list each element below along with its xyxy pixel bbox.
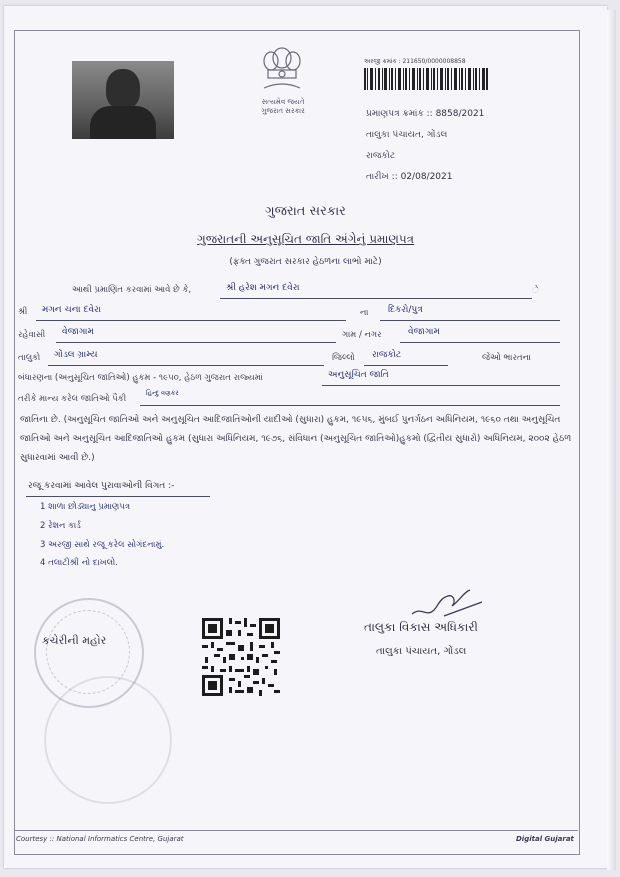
taluka-label: તાલુકો xyxy=(18,353,41,363)
resident-label: રહેવાસી xyxy=(18,330,46,340)
resident-line xyxy=(56,342,336,343)
document-item: 1 શાળા છોડ્યાનુ પ્રમાણપત્ર xyxy=(40,502,131,512)
village-line xyxy=(400,342,560,343)
office-seal-label: કચેરીની મહોર xyxy=(42,634,107,647)
certificate-subtitle: (ફક્ત ગુજરાત સરકાર હેઠળના લાભો માટે) xyxy=(229,257,382,267)
applicant-name: શ્રી હરેશ મગન દવેરા xyxy=(226,283,300,293)
taluka-value: ગોંડલ ગ્રામ્ય xyxy=(54,350,98,360)
issue-date-value: 02/08/2021 xyxy=(400,172,453,182)
category-line xyxy=(322,385,560,386)
emblem-caption: સત્યમેવ જયતે ગુજરાત સરકાર xyxy=(261,98,305,115)
issuing-office: તાલુકા પંચાયત, ગોંડલ xyxy=(366,130,448,140)
footer-divider xyxy=(14,830,578,831)
issue-date xyxy=(366,172,452,182)
certify-prefix: આથી પ્રમાણિત કરવામાં આવે છે કે, xyxy=(72,285,192,295)
issuing-district: રાજકોટ xyxy=(366,151,396,161)
barcode-icon xyxy=(364,68,488,90)
qr-code-icon xyxy=(202,618,280,696)
applicant-photo xyxy=(72,61,174,139)
trailing-mark: ે xyxy=(532,286,539,296)
village-value: વેજાગામ xyxy=(408,327,440,337)
relation-line xyxy=(380,320,560,321)
shri-label: શ્રી xyxy=(18,307,28,317)
document-item: 4 તલાટીશ્રી નો દાખલો. xyxy=(40,558,118,568)
caste-value: હિન્દુ વણકર xyxy=(146,389,179,397)
office-seal-stamp xyxy=(34,598,144,708)
caste-line xyxy=(140,405,560,406)
relation-value: દિકરો/પુત્ર xyxy=(388,305,423,315)
digital-gujarat-brand: Digital Gujarat xyxy=(516,835,574,843)
district-suffix: જેઓ ભારતના xyxy=(482,353,531,363)
legal-reference-text: જાતિના છે. (અનુસૂચિત જાતિઓ અને અનુસૂચિત આદિજાતિઓની યાદીઓ (સુધારા) હુકમ, ૧૯૫૬, મુંબઈ પુનર્ગઠન અધિનિયમ, ૧૯૬૦ તથા અનુસૂચિત જાતિઓ અને અનુસૂચિત આદિજાતિઓ હુકમ (સુધારા અધિનિયમ, ૧૯૭૬, સંવિધાન (અનુસૂચિત જાતિઓ)હુકમો (દ્વિતીય સુધારો) અધિનિયમ, ૨૦૦૨ હેઠળ સુધારવામાં આવી છે.) xyxy=(20,415,572,463)
certificate-number-value: 8858/2021 xyxy=(435,109,485,119)
barcode-label: અરજી ક્રમાંક : 211650/0000008858 xyxy=(364,58,466,65)
district-line xyxy=(364,365,448,366)
page-edge-shadow xyxy=(607,10,616,870)
applicant-name-line xyxy=(220,298,532,299)
resident-value: વેજાગામ xyxy=(62,327,94,337)
certificate-title-text: ગુજરાતની અનુસૂચિત જાતિ અંગેનું પ્રમાણપત્ર xyxy=(196,232,415,246)
caste-label: તરીકે માન્ય કરેલ જાતિઓ પૈકી xyxy=(18,394,127,404)
father-name: મગન ચના દવેરા xyxy=(42,305,101,315)
documents-title: રજૂ કરવામાં આવેલ પુરાવાઓની વિગત :- xyxy=(28,481,175,491)
certificate-number xyxy=(366,109,484,119)
constitution-text: બંધારણના (અનુસૂચિત જાતિઓ) હુકમ - ૧૯૫૦, હેઠળ ગુજરાત રાજ્યમાં xyxy=(18,373,263,383)
issue-date-label: તારીખ :: xyxy=(366,172,398,182)
certificate-sheet xyxy=(4,6,607,868)
na-label: ના xyxy=(360,308,369,318)
taluka-line xyxy=(48,365,324,366)
courtesy-text: Courtesy :: National Informatics Centre, Gujarat xyxy=(16,835,184,843)
documents-title-underline xyxy=(26,496,210,497)
officer-signature-icon xyxy=(404,584,488,624)
officer-title: તાલુકા વિકાસ અધિકારી xyxy=(364,620,478,634)
officer-office: તાલુકા પંચાયત, ગોંડલ xyxy=(376,646,467,657)
document-item: 2 રેશન કાર્ડ xyxy=(40,521,81,531)
category-value: અનુસૂચિત જાતિ xyxy=(328,370,389,380)
certificate-number-label: પ્રમાણપત્ર ક્રમાંક :: xyxy=(366,109,433,119)
document-item: 3 અરજી સાથે રજૂ કરેલ સોગંદનામું. xyxy=(40,540,165,550)
district-value: રાજકોટ xyxy=(372,350,402,360)
district-label: જિલ્લો xyxy=(332,353,355,363)
village-label: ગામ / નગર xyxy=(342,330,382,340)
government-title: ગુજરાત સરકાર xyxy=(265,204,346,219)
state-emblem-icon xyxy=(254,44,310,94)
certificate-title xyxy=(4,232,607,247)
father-name-line xyxy=(36,320,346,321)
